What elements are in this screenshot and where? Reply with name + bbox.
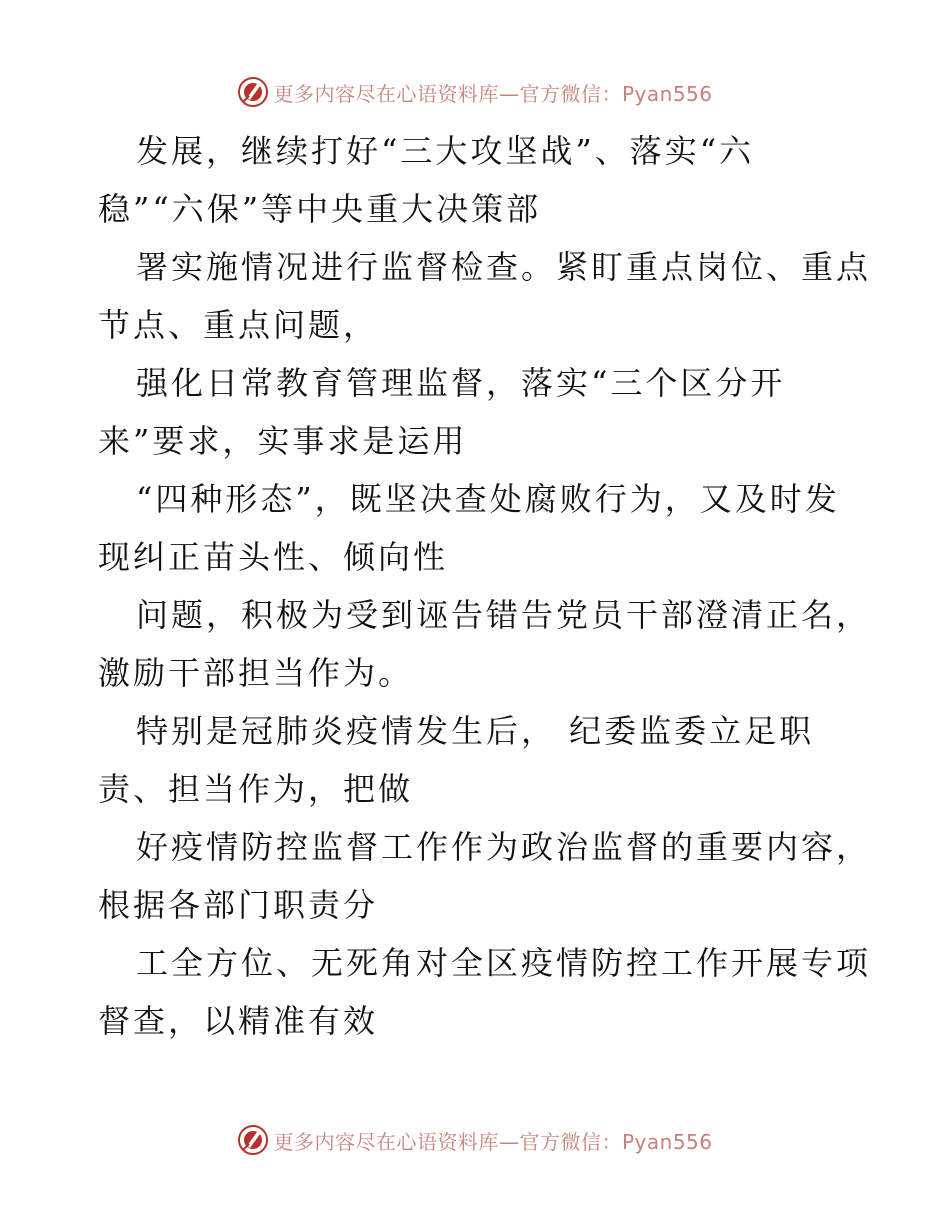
body-line: 问题，积极为受到诬告错告党员干部澄清正名，: [136, 596, 872, 634]
body-line: 好疫情防控监督工作作为政治监督的重要内容，: [136, 828, 872, 866]
footer-banner-label: 更多内容尽在心语资料库—官方微信：: [273, 1129, 622, 1154]
footer-banner: [0, 1120, 950, 1160]
document-body: [98, 122, 872, 1050]
body-line: 节点、重点问题，: [98, 306, 379, 344]
body-line: 稳”“六保”等中央重大决策部: [98, 190, 542, 228]
logo-icon: [237, 76, 269, 108]
header-banner: [0, 72, 950, 112]
body-line: 工全方位、无死角对全区疫情防控工作开展专项: [136, 944, 872, 982]
body-line: 督查，以精准有效: [98, 1002, 379, 1040]
body-line: 署实施情况进行监督检查。紧盯重点岗位、重点: [136, 248, 872, 286]
logo-icon: [237, 1124, 269, 1156]
footer-banner-text: [273, 1126, 712, 1155]
body-line: 根据各部门职责分: [98, 886, 379, 924]
body-line: 强化日常教育管理监督，落实“三个区分开: [136, 364, 786, 402]
body-line: 特别是冠肺炎疫情发生后， 纪委监委立足职: [136, 712, 815, 750]
body-line: 责、担当作为，把做: [98, 770, 414, 808]
header-banner-text: [273, 78, 712, 107]
body-line: 发展，继续打好“三大攻坚战”、落实“六: [136, 132, 755, 170]
body-line: “四种形态”，既坚决查处腐败行为，又及时发: [136, 480, 840, 518]
header-banner-label: 更多内容尽在心语资料库—官方微信：: [273, 81, 622, 106]
body-line: 来”要求，实事求是运用: [98, 422, 468, 460]
body-line: 激励干部担当作为。: [98, 654, 414, 692]
body-line: 现纠正苗头性、倾向性: [98, 538, 449, 576]
footer-wechat-id: Pyan556: [621, 1129, 713, 1154]
header-wechat-id: Pyan556: [621, 81, 713, 106]
